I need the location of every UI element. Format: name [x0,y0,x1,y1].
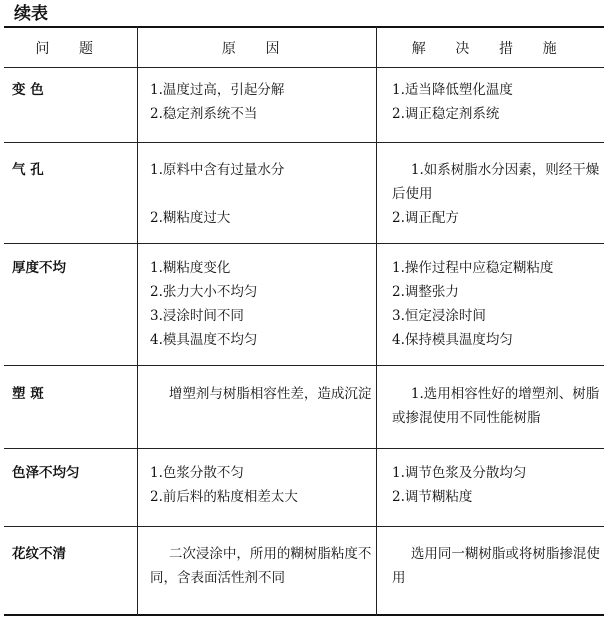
problem-cell: 变 色 [12,82,44,98]
cause-line: 2.前后料的粘度相差太大 [150,489,298,505]
solution-line: 1.适当降低塑化温度 [392,82,513,98]
cause-cell [150,256,372,352]
solution-line: 2.调正配方 [392,210,459,226]
problem-cell: 厚度不均 [12,260,66,276]
table-caption: 续表 [14,4,48,24]
problem-cell: 色泽不均匀 [12,465,80,481]
cause-line: 2.稳定剂系统不当 [150,106,258,122]
row-divider [4,448,604,449]
solution-cell [392,382,604,430]
cause-text: 增塑剂与树脂相容性差，造成沉淀 [168,386,372,402]
solution-line: 1.调节色浆及分散均匀 [392,465,527,481]
solution-cell [392,461,604,509]
solution-line: 4.保持模具温度均匀 [392,332,513,348]
cause-cell [150,158,372,230]
cause-cell [150,461,372,509]
header-bottom-rule [4,67,604,68]
row-divider [4,365,604,366]
cause-text: 二次浸涂中，所用的糊树脂粘度不同，含表面活性剂不同 [150,546,372,586]
cause-line: 4.模具温度不均匀 [150,332,258,348]
column-divider [137,26,138,616]
header-problem: 问 题 [35,41,106,57]
problem-cell: 花纹不清 [12,546,66,562]
problem-cell: 塑 斑 [12,386,44,402]
solution-line: 1.操作过程中应稳定糊粘度 [392,260,554,276]
table-bottom-rule [4,614,604,616]
solution-cell [392,542,604,590]
solution-cell [392,158,604,230]
cause-line: 2.张力大小不均匀 [150,284,258,300]
cause-cell [150,78,372,126]
solution-cell [392,256,604,352]
column-divider [376,26,377,616]
cause-line: 1.原料中含有过量水分 [150,162,285,178]
cause-line: 1.温度过高，引起分解 [150,82,285,98]
header-cause: 原 因 [221,41,293,57]
row-divider [4,526,604,527]
cause-cell [150,382,372,406]
cause-line: 1.色浆分散不匀 [150,465,244,481]
cause-line: 2.糊粘度过大 [150,210,231,226]
cause-line: 3.浸涂时间不同 [150,308,244,324]
solution-cell [392,78,604,126]
row-divider [4,142,604,143]
cause-line: 1.糊粘度变化 [150,260,231,276]
solution-line: 1.如系树脂水分因素，则经干燥后使用 [392,162,600,202]
problem-cell: 气 孔 [12,162,44,178]
solution-text: 1.选用相容性好的增塑剂、树脂或掺混使用不同性能树脂 [392,386,600,426]
solution-line: 2.调正稳定剂系统 [392,106,500,122]
solution-line: 2.调整张力 [392,284,459,300]
solution-line: 3.恒定浸涂时间 [392,308,486,324]
header-solution: 解 决 措 施 [411,41,570,57]
solution-text: 选用同一糊树脂或将树脂掺混使用 [392,546,600,586]
solution-line: 2.调节糊粘度 [392,489,473,505]
table-top-rule [4,26,604,28]
row-divider [4,243,604,244]
cause-cell [150,542,372,590]
